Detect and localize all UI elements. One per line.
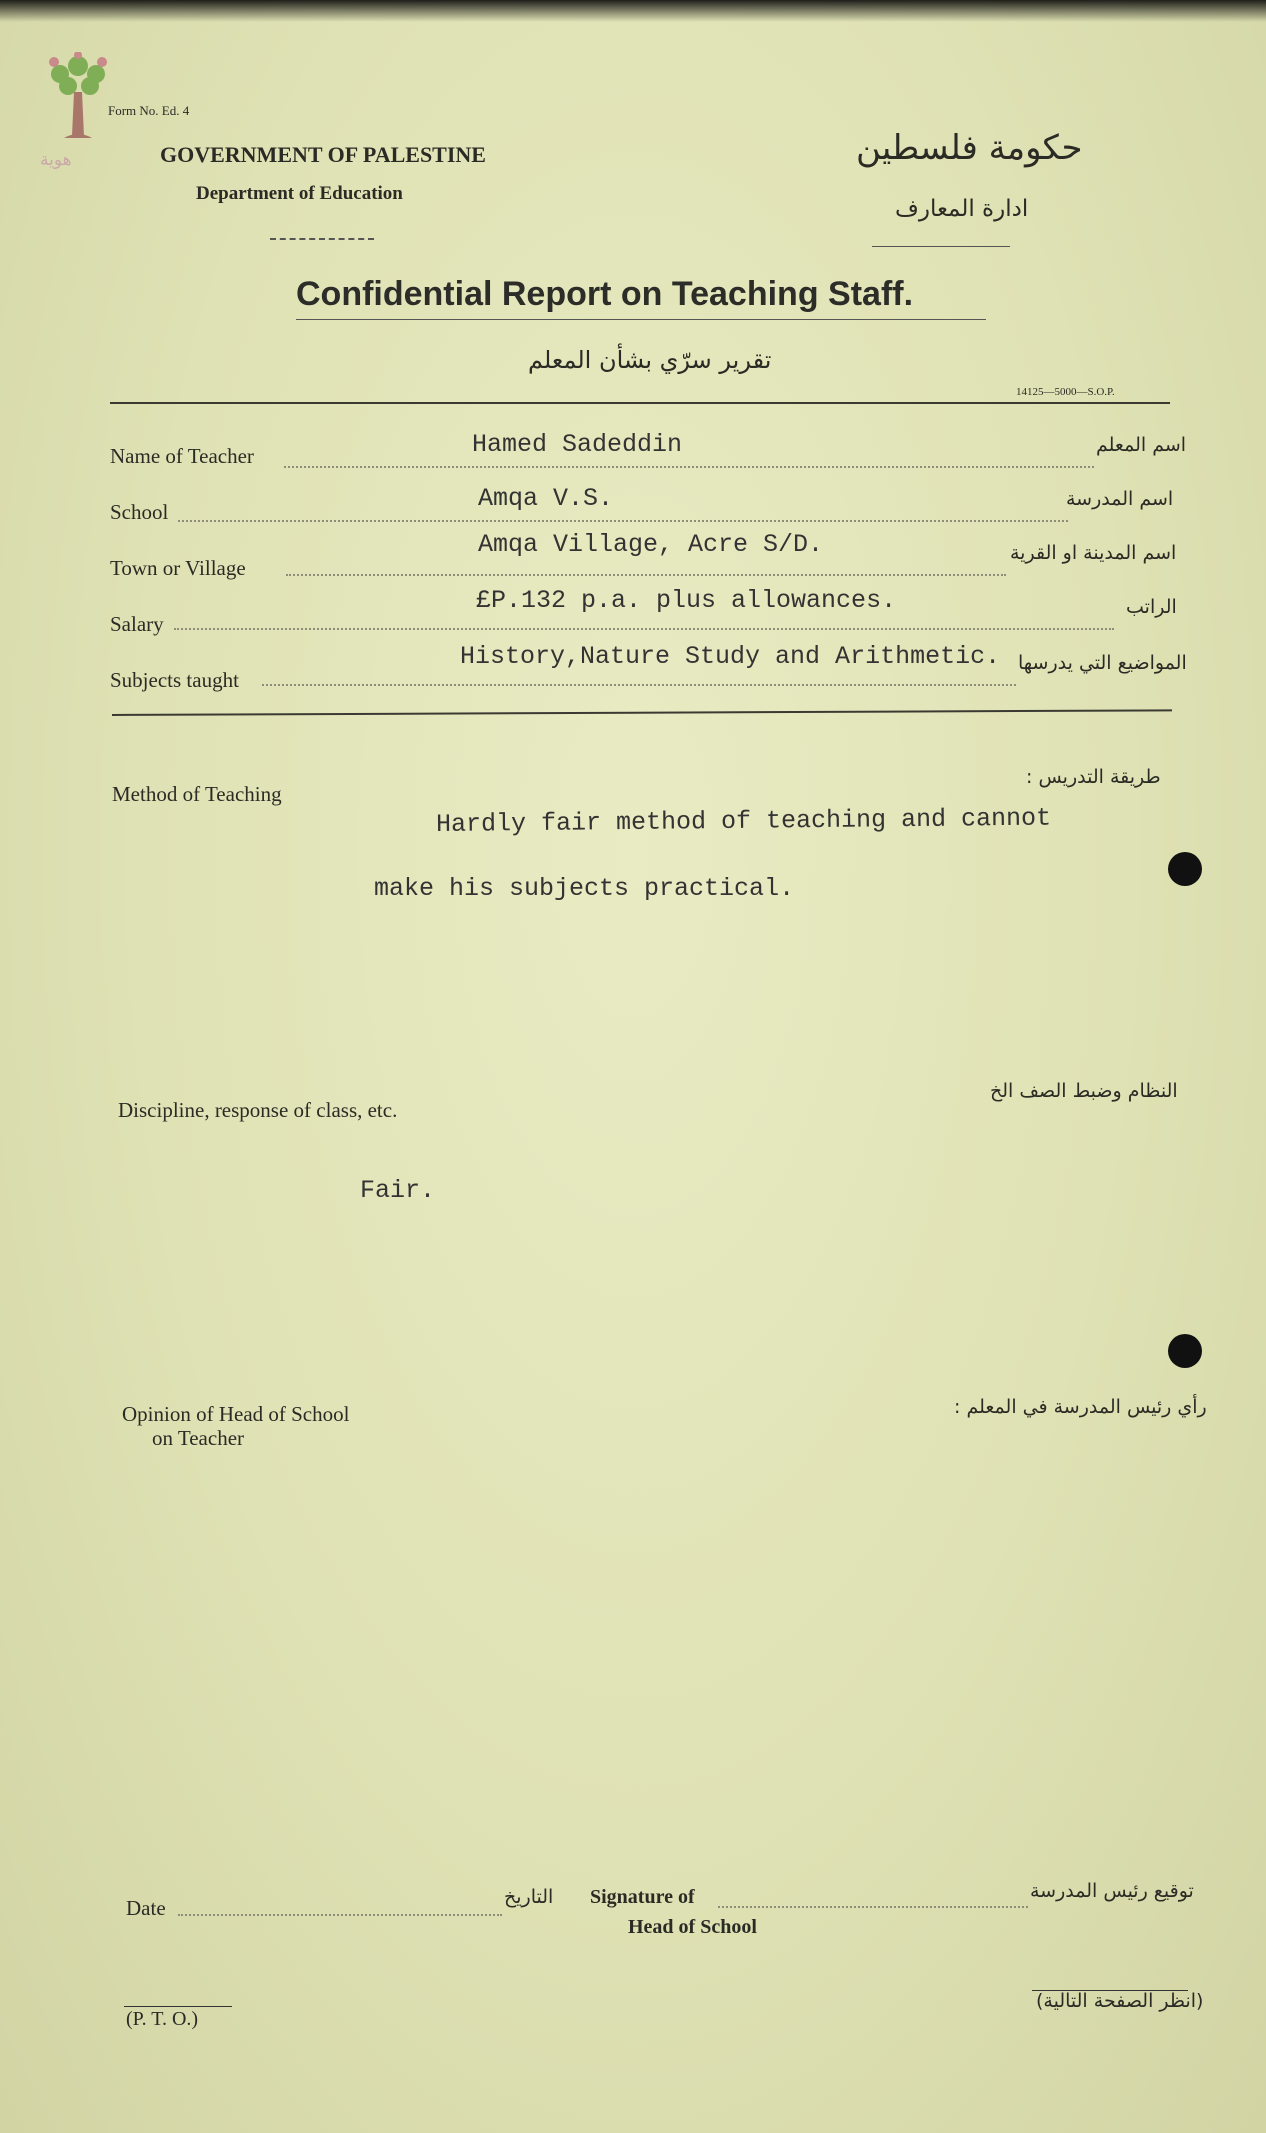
field-line — [178, 520, 1068, 522]
subjects-value: History,Nature Study and Arithmetic. — [460, 642, 1001, 671]
salary-value: £P.132 p.a. plus allowances. — [476, 586, 897, 615]
field-label-subjects: Subjects taught — [110, 668, 239, 692]
field-label-school-ar: اسم المدرسة — [1066, 488, 1174, 510]
logo-text: هوية — [40, 150, 72, 170]
discipline-label-ar: النظام وضبط الصف الخ — [990, 1080, 1178, 1102]
dept-title-ar: ادارة المعارف — [895, 196, 1029, 222]
field-label-town-ar: اسم المدينة او القرية — [1010, 542, 1177, 564]
field-label-school: School — [110, 500, 169, 524]
opinion-label-line-2: on Teacher — [152, 1426, 245, 1450]
divider — [872, 246, 1010, 247]
pto-text: (P. T. O.) — [126, 2008, 199, 2030]
date-label-ar: التاريخ — [504, 1886, 554, 1908]
signature-label-line-2: Head of School — [628, 1916, 757, 1938]
punch-hole — [1168, 1334, 1202, 1368]
print-code: 14125—5000—S.O.P. — [1016, 386, 1115, 398]
section-rule — [112, 709, 1172, 716]
field-label-town: Town or Village — [110, 556, 246, 580]
divider — [270, 238, 374, 240]
pto-rule-ar — [1032, 1990, 1188, 1991]
signature-line — [718, 1906, 1028, 1908]
page-title: Confidential Report on Teaching Staff. — [296, 275, 914, 313]
field-label-salary-ar: الراتب — [1126, 596, 1177, 618]
field-line — [286, 574, 1006, 576]
page-title-ar: تقرير سرّي بشأن المعلم — [528, 346, 772, 374]
tree-logo-icon — [38, 52, 118, 152]
field-label-name-ar: اسم المعلم — [1096, 434, 1187, 456]
signature-label: Signature of — [590, 1886, 695, 1908]
gov-title-en: GOVERNMENT OF PALESTINE — [160, 142, 486, 167]
method-label-ar: طريقة التدريس : — [1026, 766, 1161, 788]
field-line — [262, 684, 1016, 686]
pto-text-ar: (انظر الصفحة التالية) — [1036, 1990, 1204, 2012]
method-text-line-1: Hardly fair method of teaching and cannot — [435, 803, 1052, 839]
punch-hole — [1168, 852, 1202, 886]
field-line — [284, 466, 1094, 468]
discipline-value: Fair. — [360, 1176, 436, 1205]
field-label-subjects-ar: المواضيع التي يدرسها — [1018, 652, 1187, 674]
section-rule — [110, 402, 1170, 404]
signature-label-ar: توقيع رئيس المدرسة — [1030, 1880, 1194, 1902]
scan-edge-shadow — [0, 0, 1266, 22]
town-value: Amqa Village, Acre S/D. — [478, 530, 824, 559]
discipline-label: Discipline, response of class, etc. — [118, 1098, 398, 1122]
date-line — [178, 1914, 502, 1916]
dept-title-en: Department of Education — [196, 183, 403, 204]
opinion-label-ar: رأي رئيس المدرسة في المعلم : — [954, 1396, 1207, 1418]
method-label: Method of Teaching — [112, 782, 282, 806]
field-label-name: Name of Teacher — [110, 444, 254, 468]
opinion-label-line-1: Opinion of Head of School — [122, 1402, 350, 1426]
field-line — [174, 628, 1114, 630]
gov-title-ar: حكومة فلسطين — [856, 128, 1083, 168]
title-underline — [296, 319, 986, 320]
teacher-name-value: Hamed Sadeddin — [472, 430, 683, 459]
school-value: Amqa V.S. — [478, 484, 614, 513]
method-text-line-2: make his subjects practical. — [374, 874, 795, 903]
date-label: Date — [126, 1896, 166, 1920]
pto-rule — [124, 2006, 232, 2007]
form-number: Form No. Ed. 4 — [108, 103, 190, 118]
field-label-salary: Salary — [110, 612, 164, 636]
